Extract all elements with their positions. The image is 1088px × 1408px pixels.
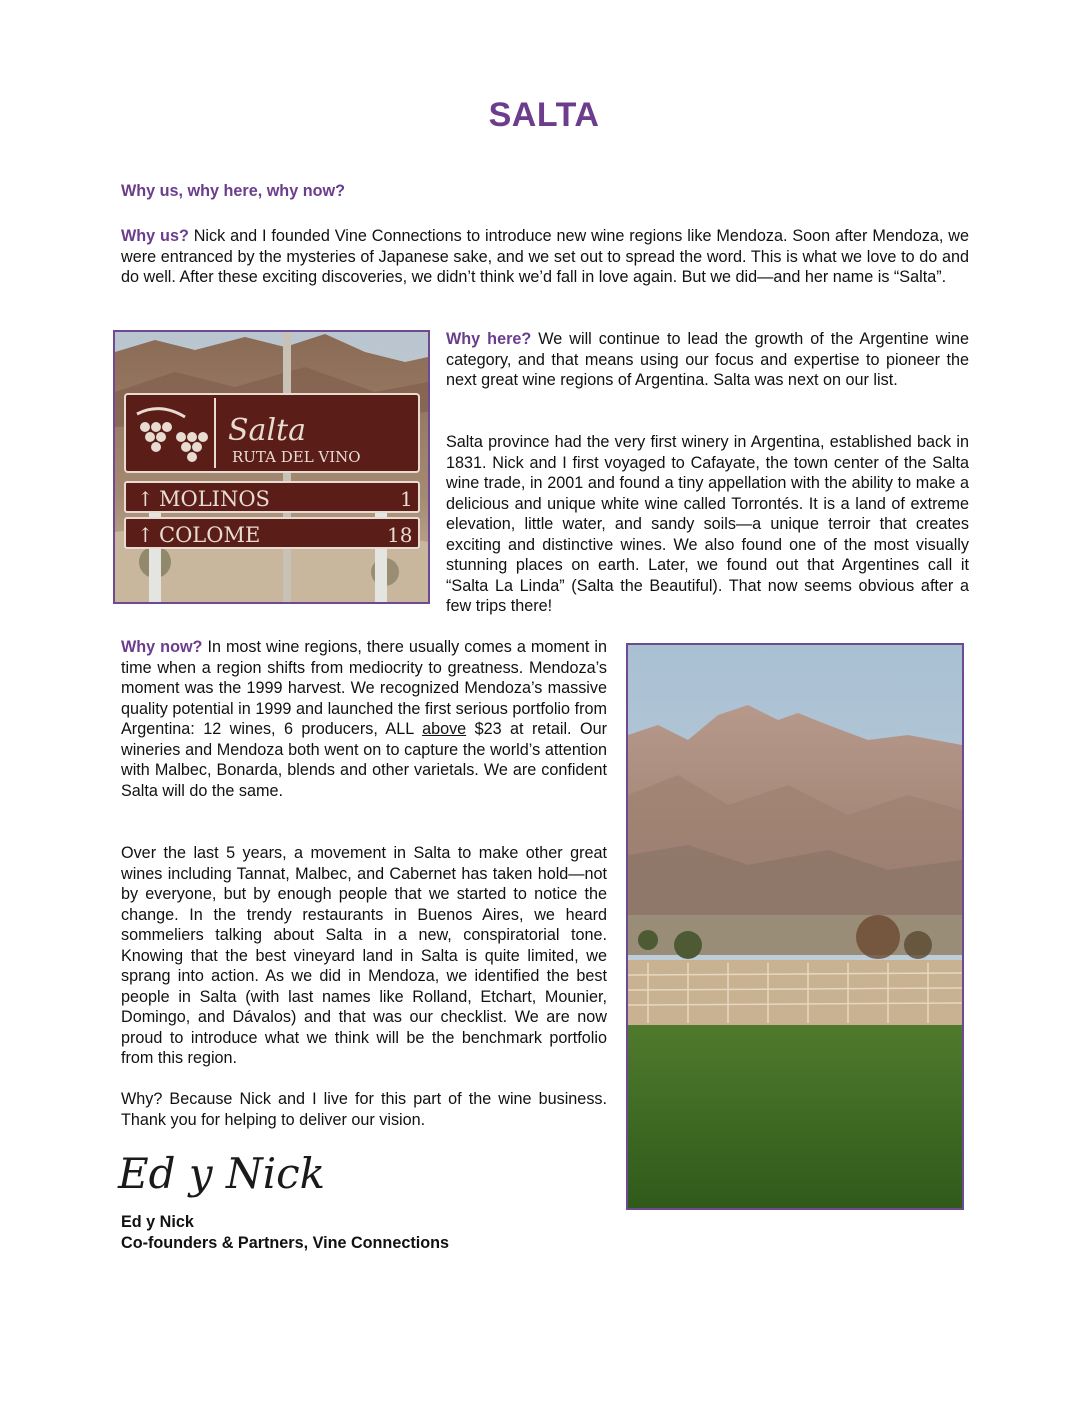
why-now-paragraph-2: Over the last 5 years, a movement in Salta to make other great wines including Tannat, Malbec, and Cabernet has taken hold—not by everyone, but by enough people that we started to notice the change. In the trendy restaurants in Buenos Aires, we heard sommeliers talking about Salta in a new, conspiratorial tone. Knowing that the best vineyard land in Salta is quite limited, we sprang into action. As we did in Mendoza, we identified the best people in Salta (with last names like Rolland, Etchart, Mounier, Domingo, and Dávalos) and that was our checklist. We are now proud to introduce what we think will be the benchmark portfolio from this region. (121, 844, 607, 1067)
sign-km-molinos: 1 (400, 487, 413, 511)
why-now-text-b: $23 at retail. Our wineries and Mendoza both went on to capture the world’s attention with Malbec, Bonarda, blends and other varietals. We are confident Salta will do the same. (121, 720, 607, 800)
signature-role: Co-founders & Partners, Vine Connections (121, 1234, 449, 1252)
why-us-lead: Why us? (121, 227, 189, 245)
vineyard-landscape-photo (626, 643, 964, 1210)
why-us-text: Nick and I founded Vine Connections to introduce new wine regions like Mendoza. Soon after Mendoza, we were entranced by the mysteries of Japanese sake, and we set out to spread the word. This is what we love to do and do well. After these exciting discoveries, we didn’t think we’d fall in love again. But we did—and her name is “Salta”. (121, 227, 969, 286)
why-here-lead: Why here? (446, 330, 532, 348)
arrow-up-icon: ↑ (137, 487, 154, 511)
signature-name: Ed y Nick (121, 1213, 194, 1231)
why-now-paragraph (121, 637, 607, 801)
sign-dest-molinos: MOLINOS (159, 487, 270, 511)
why-now-lead: Why now? (121, 638, 203, 656)
why-here-paragraph-2: Salta province had the very first winery in Argentina, established back in 1831. Nick and I first voyaged to Cafayate, the town center of the Salta wine trade, in 2001 and found a tiny appellation with the ability to make a delicious and unique white wine called Torrontés. It is a land of extreme elevation, little water, and sandy soils—a unique terroir that creates exciting and distinctive wines. We also found one of the most visually stunning places on earth. Later, we found out that Argentines call it “Salta La Linda” (Salta the Beautiful). That now seems obvious after a few trips there! (446, 433, 969, 615)
handwritten-signature (116, 1140, 326, 1208)
why-us-paragraph (121, 226, 969, 288)
salta-sign-photo (113, 330, 430, 604)
sign-dest-colome: COLOME (159, 523, 261, 547)
closing-paragraph: Why? Because Nick and I live for this part of the wine business. Thank you for helping to deliver our vision. (121, 1090, 607, 1129)
sign-script-text: Salta (228, 413, 306, 448)
signature-handwriting: Ed y Nick (118, 1149, 326, 1198)
why-now-text-a: In most wine regions, there usually comes a moment in time when a region shifts from mediocrity to greatness. Mendoza’s moment was the 1999 harvest. We recognized Mendoza’s massive quality potential in 1999 and launched the first serious portfolio from Argentina: 12 wines, 6 producers, ALL (121, 638, 607, 738)
why-here-paragraph (446, 329, 969, 391)
section-heading: Why us, why here, why now? (121, 182, 345, 200)
sign-subtitle-text: RUTA DEL VINO (232, 448, 361, 466)
arrow-up-icon: ↑ (137, 523, 154, 547)
sign-km-colome: 18 (387, 523, 413, 547)
why-here-text: We will continue to lead the growth of the Argentine wine category, and that means using our focus and expertise to pioneer the next great wine regions of Argentina. Salta was next on our list. (446, 330, 970, 389)
why-now-underlined: above (422, 720, 467, 738)
page-title: SALTA (488, 96, 600, 134)
